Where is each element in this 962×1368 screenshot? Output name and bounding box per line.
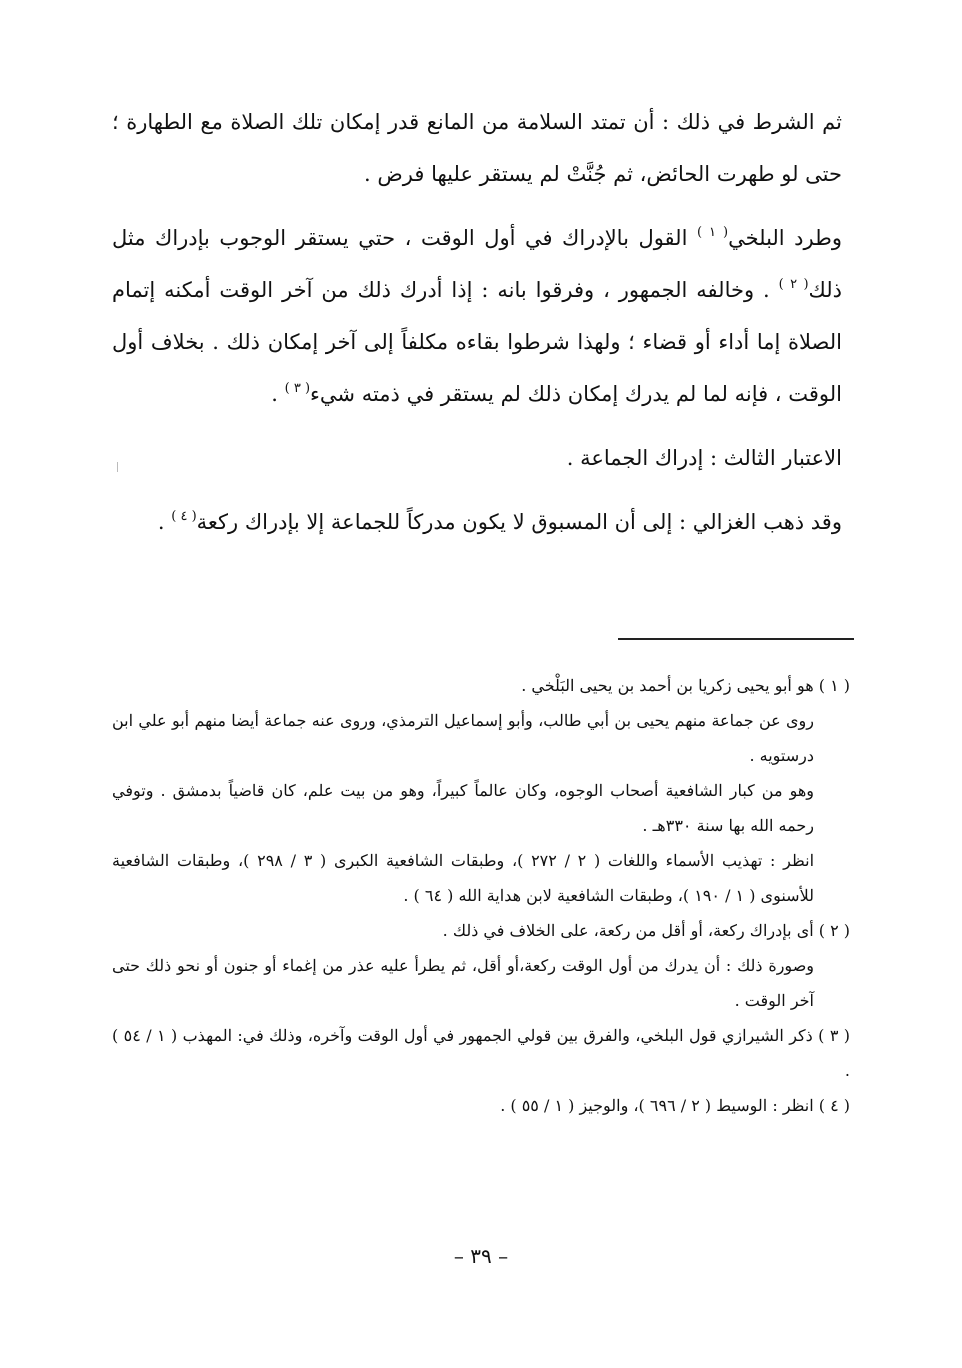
footnote-reference-2[interactable]: ( ٢ ) [778,277,809,292]
footnote-2-example: وصورة ذلك : أن يدرك من أول الوقت ركعة،أو أقل، ثم يطرأ عليه عذر من إغماء أو جنون أو نحو ذلك حتى آخر الوقت . [112,956,815,1010]
footnote-4-marker: ( ٤ ) [818,1096,850,1115]
footnote-4 [112,1088,850,1123]
main-text [112,96,842,548]
paragraph-balkhi-part-3: . وخالفه الجمهور ، وفرقوا بانه : إذا أدرك ذلك من آخر الوقت أمكنه إتمام الصلاة إما أداء أو قضاء ؛ ولهذا شرطوا بقاءه مكلفاً إلى آخر إمكان ذلك . بخلاف أول الوقت ، فإنه لما لم يدرك إمكان ذلك لم يستقر في ذمته شيء [112,278,842,406]
footnote-1-sources: انظر : تهذيب الأسماء واللغات ( ٢ / ٢٧٢ )، وطبقات الشافعية الكبرى ( ٣ / ٢٩٨ )، وطبقات الشافعية للأسنوى ( ١ / ١٩٠ )، وطبقات الشافعية لابن هداية الله ( ٦٤ ) . [112,851,815,905]
footnote-1-narrators: روى عن جماعة منهم يحيى بن أبي طالب، وأبو إسماعيل الترمذي، وروى عنه جماعة أيضا منهم أبو علي ابن درستويه . [112,711,814,765]
footnotes [112,668,850,1123]
footnote-2-line-1: أى بإدراك ركعة، أو أقل من ركعة، على الخلاف في ذلك . [442,921,819,940]
paragraph-ghazali [112,496,842,548]
paragraph-ghazali-part-2: . [157,510,172,534]
footnote-1-line-1: هو أبو يحيى زكريا بن أحمد بن يحيى البَلْخي . [521,676,819,695]
footnote-1-marker: ( ١ ) [818,676,850,695]
footnote-reference-1[interactable]: ( ١ ) [696,225,729,240]
paragraph-balkhi-part-2: القول بالإدراك في أول الوقت ، حتي يستقر الوجوب بإدراك مثل ذلك [112,226,842,302]
footnote-2-marker: ( ٢ ) [818,921,850,940]
paragraph-ghazali-part-1: وقد ذهب الغزالي : إلى أن المسبوق لا يكون مدركاً للجماعة إلا بإدراك ركعة [196,510,842,534]
footnote-1 [112,668,850,703]
page-number: – ٣٩ – [453,1244,509,1268]
footnote-2 [112,913,850,948]
paragraph-balkhi-part-4: . [271,382,285,406]
footnote-4-line-1: انظر : الوسيط ( ٢ / ٦٩٦ )، والوجيز ( ١ / ٥٥ ) . [500,1096,819,1115]
section-heading-third-consideration: الاعتبار الثالث : إدراك الجماعة . [566,446,842,470]
paragraph-balkhi [112,212,842,420]
footnote-3-marker: ( ٣ ) [818,1026,851,1045]
margin-mark [117,462,118,472]
footnote-reference-3[interactable]: ( ٣ ) [284,381,311,396]
paragraph-condition: ثم الشرط في ذلك : أن تمتد السلامة من المانع قدر إمكان تلك الصلاة مع الطهارة ؛ حتى لو طهرت الحائض، ثم جُنَّتْ لم يستقر عليها فرض . [112,110,842,186]
footnote-separator [618,638,854,640]
footnote-reference-4[interactable]: ( ٤ ) [171,509,197,524]
paragraph-balkhi-part-1: وطرد البلخي [728,226,842,250]
footnote-1-biography: وهو من كبار الشافعية أصحاب الوجوه، وكان عالماً كبيراً، وهو من بيت علم، كان قاضياً بدمشق . وتوفي رحمه الله بها سنة ٣٣٠هـ . [112,781,814,835]
footnote-3-line-1: ذكر الشيرازي قول البلخي، والفرق بين قولي الجمهور في أول الوقت وآخره، وذلك في: المهذب ( ١ / ٥٤ ) . [112,1026,850,1080]
footnote-3 [112,1018,850,1088]
